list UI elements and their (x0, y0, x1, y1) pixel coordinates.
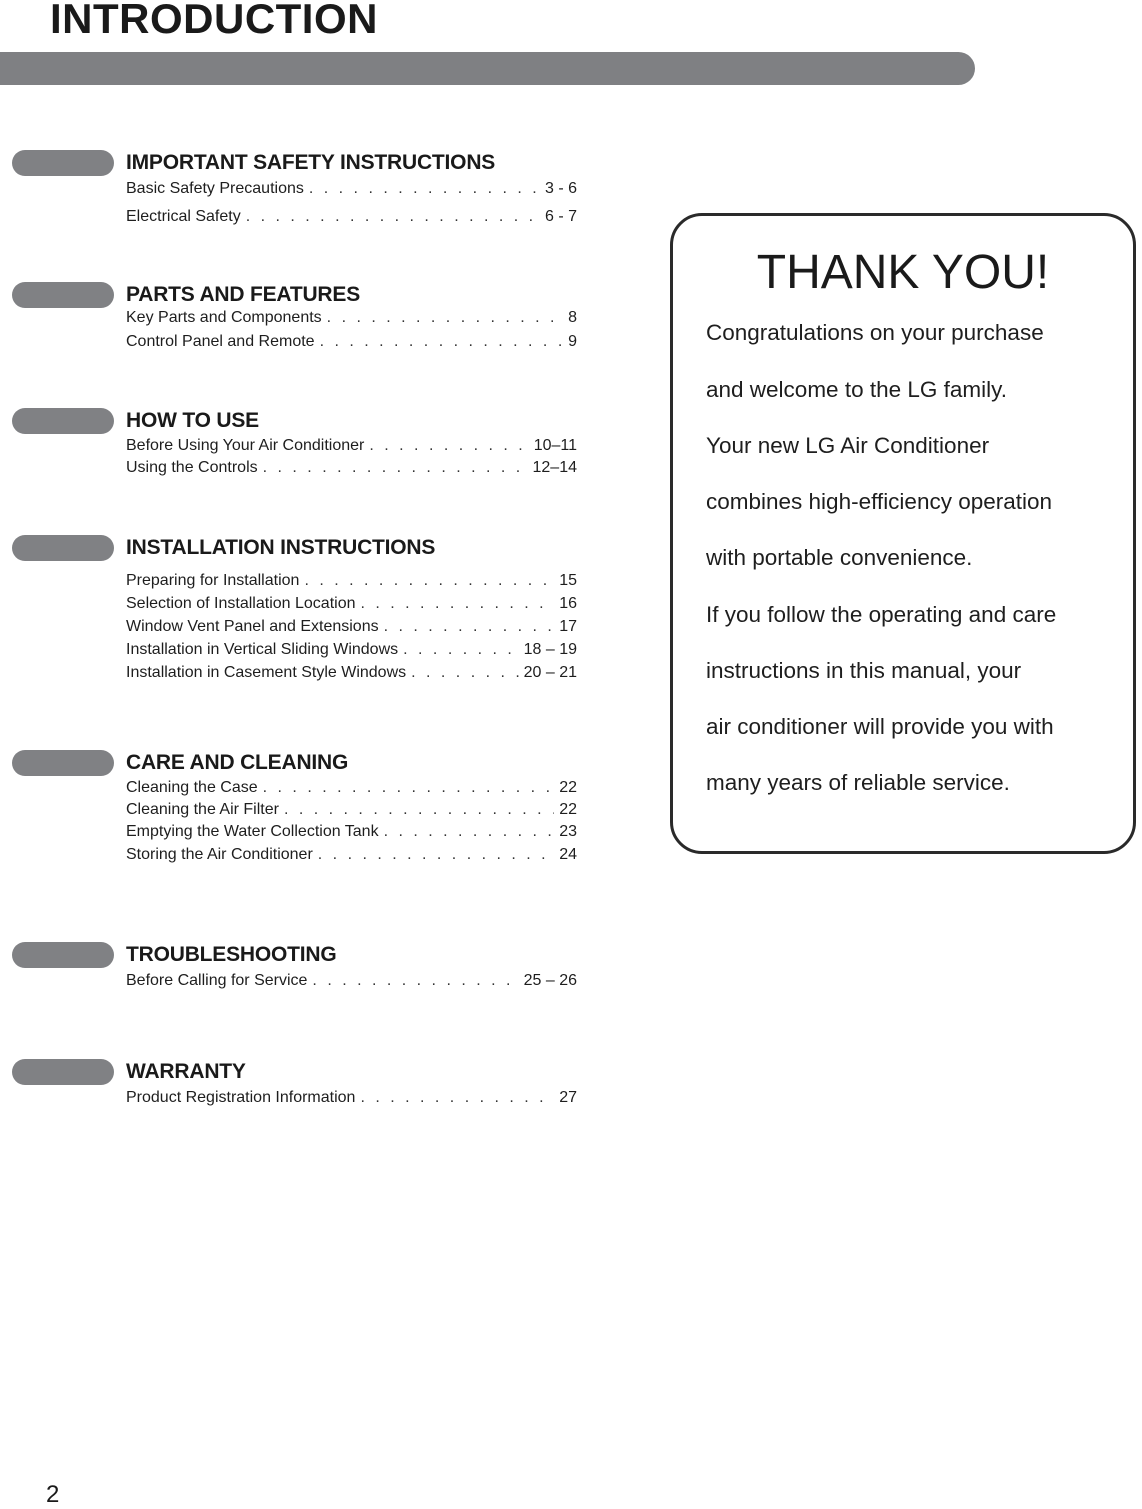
dot-leader (284, 799, 554, 821)
section-title: WARRANTY (126, 1060, 246, 1083)
toc-item[interactable] (126, 206, 577, 228)
dot-leader (246, 206, 540, 228)
thank-you-title: THANK YOU! (756, 246, 1050, 299)
page-number: 2 (46, 1481, 60, 1508)
toc-item-page: 22 (559, 801, 577, 818)
section-title: TROUBLESHOOTING (126, 943, 337, 966)
toc-item[interactable] (126, 331, 577, 353)
dot-leader (312, 970, 518, 992)
toc-item[interactable] (126, 970, 577, 992)
toc-item-label: Using the Controls (126, 459, 258, 476)
toc-item-label: Key Parts and Components (126, 309, 322, 326)
toc-item[interactable] (126, 821, 577, 843)
dot-leader (318, 844, 554, 866)
section-marker-pill (12, 750, 114, 776)
thank-you-line: Your new LG Air Conditioner (706, 433, 990, 458)
toc-item[interactable] (126, 799, 577, 821)
toc-item-page: 22 (559, 779, 577, 796)
dot-leader (403, 639, 518, 661)
section-marker-pill (12, 150, 114, 176)
toc-item-label: Selection of Installation Location (126, 595, 356, 612)
toc-item-label: Before Calling for Service (126, 972, 308, 989)
toc-item[interactable] (126, 662, 577, 684)
toc-item-page: 20 – 21 (523, 664, 577, 681)
toc-item-label: Electrical Safety (126, 208, 241, 225)
dot-leader (263, 777, 555, 799)
toc-item-page: 24 (559, 846, 577, 863)
toc-item[interactable] (126, 457, 577, 479)
section-marker-pill (12, 535, 114, 561)
dot-leader (384, 616, 555, 638)
section-title: CARE AND CLEANING (126, 751, 349, 774)
thank-you-line: with portable convenience. (706, 545, 973, 570)
toc-item-page: 27 (559, 1089, 577, 1106)
toc-item[interactable] (126, 593, 577, 615)
toc-item[interactable] (126, 777, 577, 799)
dot-leader (309, 178, 540, 200)
toc-item-page: 3 - 6 (544, 180, 577, 197)
toc-item-label: Cleaning the Case (126, 779, 258, 796)
toc-item[interactable] (126, 178, 577, 200)
dot-leader (263, 457, 528, 479)
dot-leader (360, 593, 554, 615)
toc-item-page: 12–14 (532, 459, 577, 476)
toc-item-label: Emptying the Water Collection Tank (126, 823, 379, 840)
toc-item-page: 15 (559, 572, 577, 589)
dot-leader (411, 662, 518, 684)
toc-item-label: Storing the Air Conditioner (126, 846, 313, 863)
section-title: PARTS AND FEATURES (126, 283, 361, 306)
toc-item-page: 8 (568, 309, 577, 326)
thank-you-line: combines high-efficiency operation (706, 489, 1053, 514)
toc-item[interactable] (126, 570, 577, 592)
toc-item[interactable] (126, 307, 577, 329)
dot-leader (327, 307, 563, 329)
toc-item-label: Cleaning the Air Filter (126, 801, 279, 818)
section-marker-pill (12, 942, 114, 968)
thank-you-line: air conditioner will provide you with (706, 714, 1054, 739)
toc-item-page: 23 (559, 823, 577, 840)
section-title: INSTALLATION INSTRUCTIONS (126, 536, 436, 559)
page-title: INTRODUCTION (50, 0, 378, 42)
section-title: HOW TO USE (126, 409, 259, 432)
toc-item[interactable] (126, 616, 577, 638)
toc-item-label: Basic Safety Precautions (126, 180, 304, 197)
toc-item-label: Product Registration Information (126, 1089, 356, 1106)
thank-you-line: and welcome to the LG family. (706, 377, 1007, 402)
toc-item-page: 25 – 26 (523, 972, 577, 989)
toc-item-label: Installation in Casement Style Windows (126, 664, 407, 681)
toc-item-label: Before Using Your Air Conditioner (126, 437, 365, 454)
toc-item-page: 16 (559, 595, 577, 612)
toc-item-page: 10–11 (533, 437, 577, 454)
dot-leader (369, 435, 528, 457)
thank-you-line: If you follow the operating and care (706, 602, 1057, 627)
dot-leader (384, 821, 555, 843)
toc-item-label: Window Vent Panel and Extensions (126, 618, 379, 635)
toc-item[interactable] (126, 844, 577, 866)
title-bar (0, 52, 975, 85)
toc-item-label: Preparing for Installation (126, 572, 300, 589)
dot-leader (320, 331, 564, 353)
thank-you-box (670, 213, 1136, 854)
toc-item[interactable] (126, 435, 577, 457)
toc-item-label: Installation in Vertical Sliding Windows (126, 641, 399, 658)
section-marker-pill (12, 408, 114, 434)
thank-you-line: Congratulations on your purchase (706, 320, 1044, 345)
toc-item-page: 17 (559, 618, 577, 635)
toc-item-page: 9 (568, 333, 577, 350)
toc-item[interactable] (126, 639, 577, 661)
section-marker-pill (12, 282, 114, 308)
toc-item-label: Control Panel and Remote (126, 333, 315, 350)
dot-leader (360, 1087, 554, 1109)
toc-item-page: 6 - 7 (544, 208, 577, 225)
thank-you-line: instructions in this manual, your (706, 658, 1022, 683)
toc-item-page: 18 – 19 (523, 641, 577, 658)
toc-item[interactable] (126, 1087, 577, 1109)
thank-you-line: many years of reliable service. (706, 770, 1010, 795)
dot-leader (304, 570, 554, 592)
section-title: IMPORTANT SAFETY INSTRUCTIONS (126, 151, 496, 174)
section-marker-pill (12, 1059, 114, 1085)
